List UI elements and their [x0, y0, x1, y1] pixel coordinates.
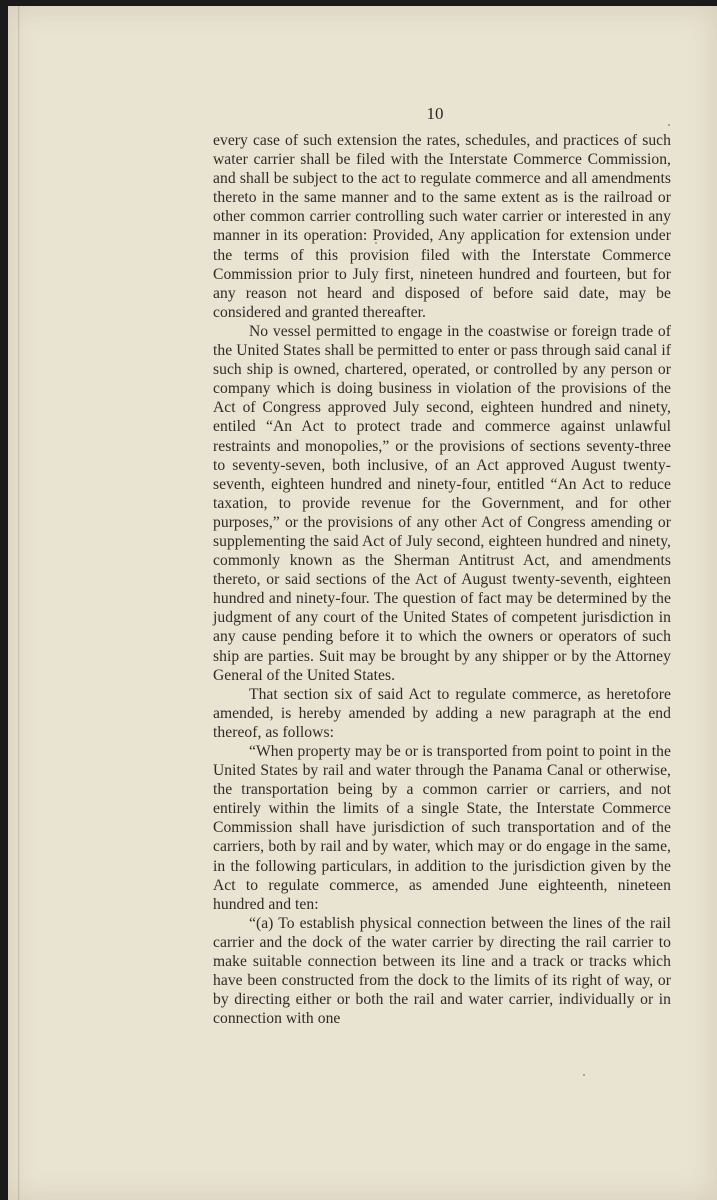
paragraph-physical-connection: “(a) To establish physical connection between the lines of the rail carrier and the dock of the water carrier by directing the rail carrier to make suitable connection between its line and a track or tracks which have been constructed from the dock to the limits of its right of way, or by directing either or both the rail and water carrier, individually or in connection with one	[213, 914, 671, 1028]
paragraph-continuation: every case of such extension the rates, schedules, and practices of such water carrier shall be filed with the Interstate Commerce Commission, and shall be subject to the act to regulate commerce and all amendments thereto in the same manner and to the same extent as is the railroad or other common carrier controlling such water carrier or interested in any manner in its operation: Provided, Any application for extension under the terms of this provision filed with the Interstate Commerce Commission prior to July first, nineteen hundred and fourteen, but for any reason not heard and disposed of before said date, may be considered and granted thereafter.	[213, 132, 671, 321]
paper-speck	[583, 1074, 585, 1076]
paragraph-vessel-restriction: No vessel permitted to engage in the coastwise or foreign trade of the United States shall be permitted to enter or pass through said canal if such ship is owned, chartered, operated, or controlled by any person or company which is doing business in violation of the provisions of the Act of Congress approved July second, eighteen hundred and ninety, entiled “An Act to protect trade and commerce against unlawful restraints and monopolies,” or the provisions of sections seventy-three to seventy-seven, both inclusive, of an Act approved August twenty-seventh, eighteen hundred and ninety-four, entitled “An Act to reduce taxation, to provide revenue for the Government, and for other purposes,” or the provisions of any other Act of Congress amending or supplementing the said Act of July second, eighteen hundred and ninety, commonly known as the Sherman Antitrust Act, and amendments thereto, or said sections of the Act of August twenty-seventh, eighteen hundred and ninety-four. The question of fact may be determined by the judgment of any court of the United States of competent jurisdiction in any cause pending before it to which the owners or operators of such ship are parties. Suit may be brought by any shipper or by the Attorney General of the United States.	[213, 322, 671, 684]
page-number: 10	[426, 104, 444, 123]
body-text	[213, 131, 671, 1028]
paragraph-rail-water-jurisdiction: “When property may be or is transported from point to point in the United States by rail and water through the Panama Canal or otherwise, the transportation being by a common carrier or carriers, and not entirely within the limits of a single State, the Interstate Commerce Commission shall have jurisdiction of such transportation and of the carriers, both by rail and by water, which may or do engage in the same, in the following particulars, in addition to the jurisdiction given by the Act to regulate commerce, as amended June eighteenth, nineteen hundred and ten:	[213, 743, 671, 913]
paragraph-section-six: That section six of said Act to regulate commerce, as heretofore amended, is hereby amended by adding a new paragraph at the end thereof, as follows:	[213, 685, 671, 741]
paper-speck	[668, 124, 670, 126]
page-edge-shadow	[18, 6, 20, 1200]
